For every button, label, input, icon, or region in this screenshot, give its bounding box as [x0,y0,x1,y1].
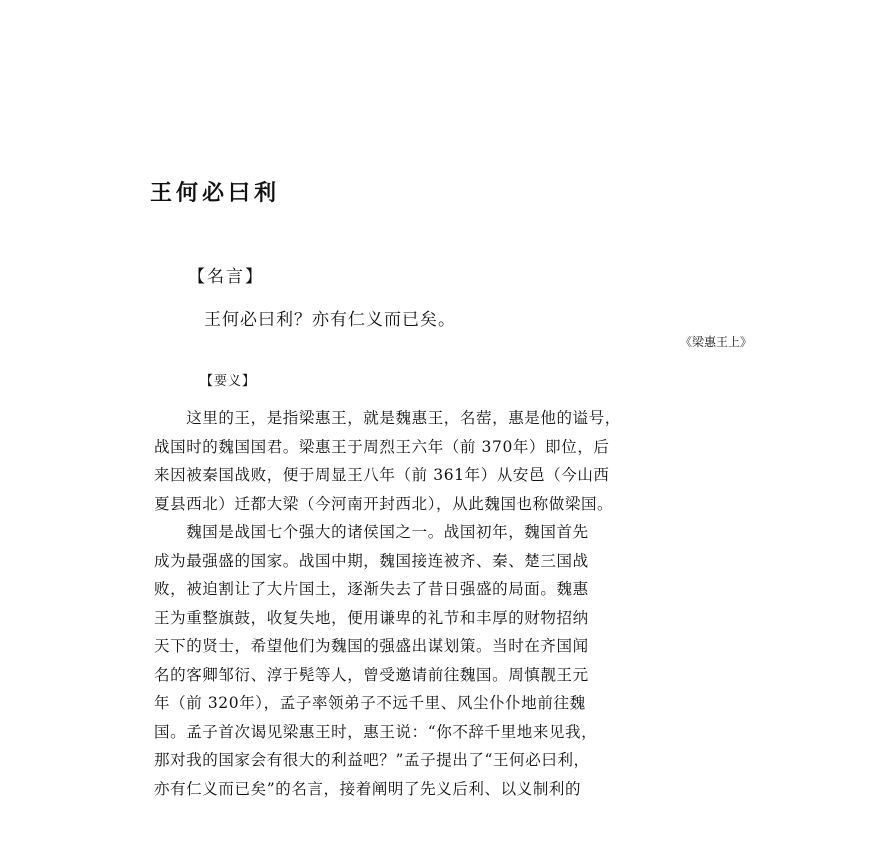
quote-section-label: 【名言】 [188,267,264,287]
text-line: 来因被秦国战败，便于周显王八年（前 361年）从安邑（今山西 [154,466,610,484]
text-line: 那对我的国家会有很大的利益吧？”孟子提出了“王何必曰利， [154,751,590,769]
text-line: 战国时的魏国国君。梁惠王于周烈王六年（前 370年）即位，后 [154,437,610,456]
text-line: 这里的王，是指梁惠王，就是魏惠王，名䓨，惠是他的谥号， [154,409,621,427]
text-line: 成为最强盛的国家。战国中期，魏国接连被齐、秦、楚三国战 [154,551,589,570]
meaning-section-label: 【要义】 [200,374,257,389]
text-line: 魏国是战国七个强大的诸侯国之一。战国初年，魏国首先 [154,523,589,541]
text-line: 夏县西北）迁都大梁（今河南开封西北），从此魏国也称做梁国。 [154,494,614,513]
text-line: 天下的贤士，希望他们为魏国的强盛出谋划策。当时在齐国闻 [154,637,589,655]
text-line: 名的客卿邹衍、淳于髡等人，曾受邀请前往魏国。周慎靓王元 [154,665,589,684]
chapter-title: 王何必曰利 [150,181,281,206]
text-line: 王为重整旗鼓，收复失地，便用谦卑的礼节和丰厚的财物招纳 [154,608,589,627]
text-line: 年（前 320年），孟子率领弟子不远千里、风尘仆仆地前往魏 [154,694,586,712]
text-line: 亦有仁义而已矣”的名言，接着阐明了先义后利、以义制利的 [154,779,582,798]
famous-quote: 王何必曰利？亦有仁义而已矣。 [204,310,456,330]
quote-source: 《梁惠王上》 [679,335,752,349]
text-line: 败，被迫割让了大片国土，逐渐失去了昔日强盛的局面。魏惠 [154,580,589,598]
explanation-text [154,404,764,803]
text-line: 国。孟子首次谒见梁惠王时，惠王说：“你不辞千里地来见我， [154,722,598,741]
